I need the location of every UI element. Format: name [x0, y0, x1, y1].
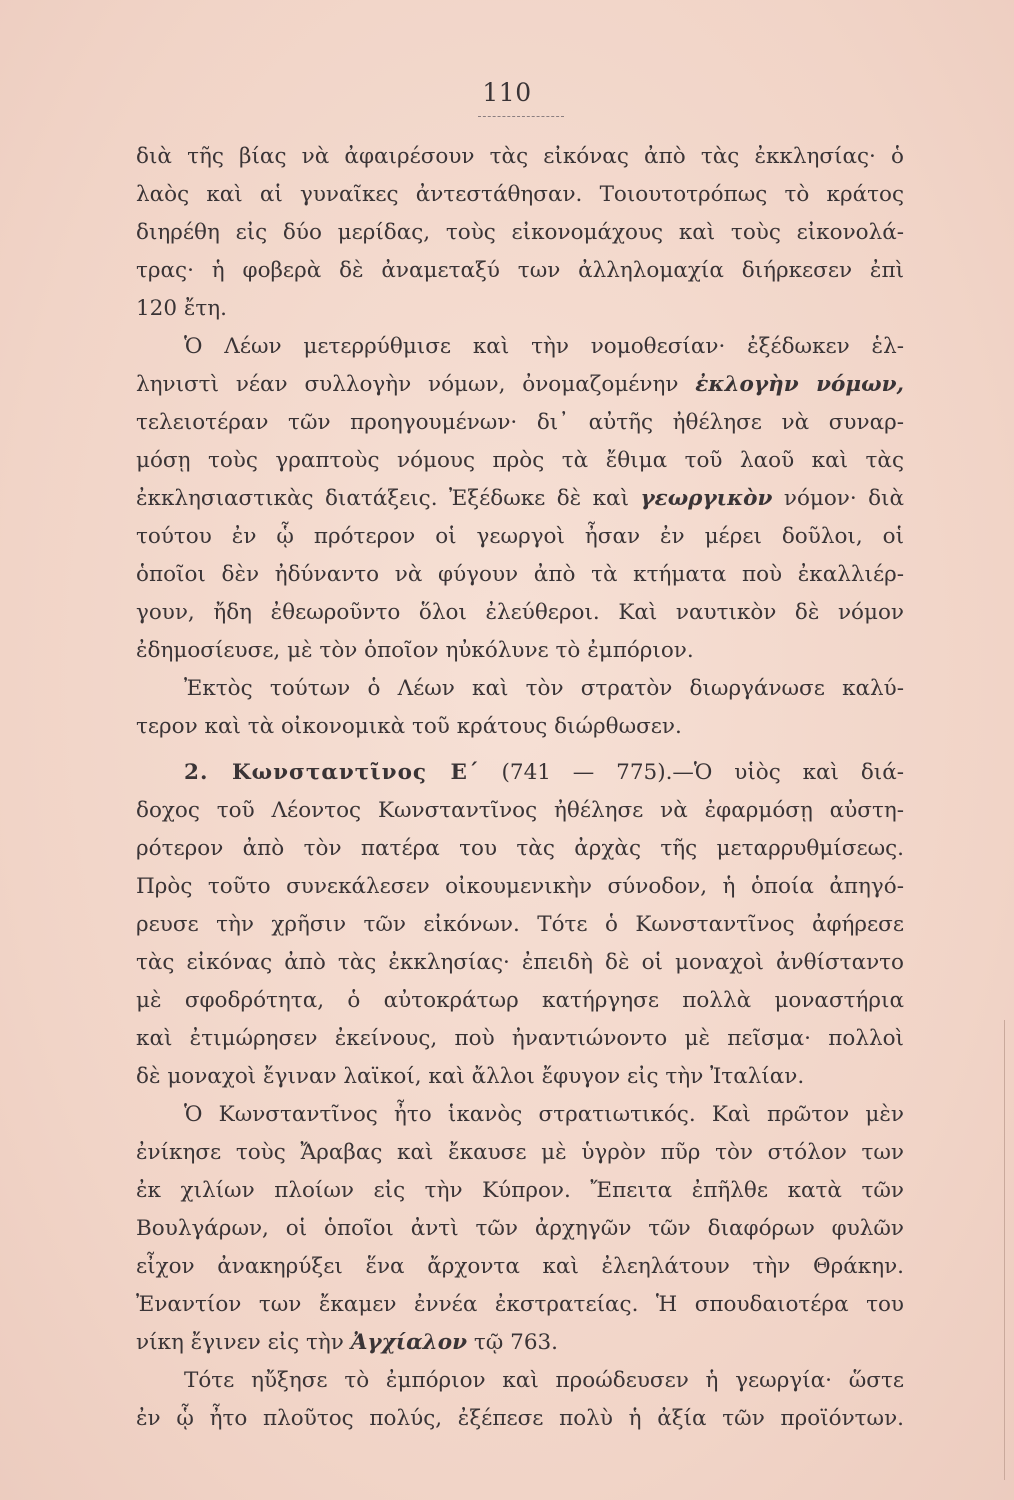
text-line: τρας· ἡ φοβερὰ δὲ ἀναμεταξύ των ἀλληλομαχία διήρκεσεν ἐπὶ: [136, 258, 904, 283]
text-line: ὁποῖοι δὲν ἠδύναντο νὰ φύγουν ἀπὸ τὰ κτήματα ποὺ ἐκαλλιέρ-: [136, 562, 904, 587]
text-line: [136, 366, 904, 404]
text-line: Βουλγάρων, οἱ ὁποῖοι ἀντὶ τῶν ἀρχηγῶν τῶν διαφόρων φυλῶν: [136, 1216, 904, 1241]
emphasis-term: ἐκλογὴν νόμων,: [695, 372, 904, 397]
text-fragment: ἐκκλησιαστικὰς διατάξεις. Ἐξέδωκε δὲ καὶ: [136, 486, 630, 511]
text-line: μόσῃ τοὺς γραπτοὺς νόμους πρὸς τὰ ἔθιμα τοῦ λαοῦ καὶ τὰς: [136, 448, 904, 473]
emphasis-term: Ἀγχίαλον: [350, 1330, 468, 1355]
text-line: Τότε ηὔξησε τὸ ἐμπόριον καὶ προώδευσεν ἡ γεωργία· ὥστε: [184, 1368, 904, 1393]
text-line: Ὁ Κωνσταντῖνος ἦτο ἱκανὸς στρατιωτικός. Καὶ πρῶτον μὲν: [184, 1102, 904, 1127]
text-line: δοχος τοῦ Λέοντος Κωνσταντῖνος ἠθέλησε νὰ ἐφαρμόσῃ αὐστη-: [136, 798, 904, 823]
text-line: ἐκ χιλίων πλοίων εἰς τὴν Κύπρον. Ἔπειτα ἐπῆλθε κατὰ τῶν: [136, 1178, 904, 1203]
text-line: δὲ μοναχοὶ ἔγιναν λαϊκοί, καὶ ἄλλοι ἔφυγον εἰς τὴν Ἰταλίαν.: [136, 1064, 805, 1089]
page-number: 110: [482, 78, 532, 107]
text-line: Ἐκτὸς τούτων ὁ Λέων καὶ τὸν στρατὸν διωργάνωσε καλύ-: [184, 676, 904, 701]
text-line: ρευσε τὴν χρῆσιν τῶν εἰκόνων. Τότε ὁ Κωνσταντῖνος ἀφήρεσε: [136, 912, 904, 937]
text-line: γουν, ἤδη ἐθεωροῦντο ὅλοι ἐλεύθεροι. Καὶ ναυτικὸν δὲ νόμον: [136, 600, 904, 625]
text-line: εἶχον ἀνακηρύξει ἕνα ἄρχοντα καὶ ἐλεηλάτουν τὴν Θράκην.: [136, 1254, 904, 1279]
text-line: 120 ἔτη.: [136, 296, 228, 321]
text-fragment: ληνιστὶ νέαν συλλογὴν νόμων, ὀνομαζομένην: [136, 372, 679, 397]
text-line: Ἐναντίον των ἔκαμεν ἐννέα ἐκστρατείας. Ἡ σπουδαιοτέρα του: [136, 1292, 904, 1317]
text-line: διηρέθη εἰς δύο μερίδας, τοὺς εἰκονομάχους καὶ τοὺς εἰκονολά-: [136, 220, 904, 245]
text-fragment: (741 — 775).—Ὁ υἱὸς καὶ διά-: [501, 760, 904, 785]
section-heading: 2. Κωνσταντῖνος Ε΄: [184, 760, 480, 785]
text-fragment: τῷ 763.: [473, 1330, 559, 1355]
text-line: ἐν ᾧ ἦτο πλοῦτος πολύς, ἐξέπεσε πολὺ ἡ ἀξία τῶν προϊόντων.: [136, 1406, 904, 1431]
text-line: τελειοτέραν τῶν προηγουμένων· δι᾽ αὐτῆς ἠθέλησε νὰ συναρ-: [136, 410, 904, 435]
text-line: τὰς εἰκόνας ἀπὸ τὰς ἐκκλησίας· ἐπειδὴ δὲ οἱ μοναχοὶ ἀνθίσταντο: [136, 950, 904, 975]
text-line: Ὁ Λέων μετερρύθμισε καὶ τὴν νομοθεσίαν· ἐξέδωκεν ἑλ-: [184, 334, 904, 359]
text-line: ἐνίκησε τοὺς Ἄραβας καὶ ἔκαυσε μὲ ὑγρὸν πῦρ τὸν στόλον των: [136, 1140, 904, 1165]
text-line: Πρὸς τοῦτο συνεκάλεσεν οἰκουμενικὴν σύνοδον, ἡ ὁποία ἀπηγό-: [136, 874, 904, 899]
text-fragment: νίκη ἔγινεν εἰς τὴν: [136, 1330, 344, 1355]
emphasis-term: γεωργικὸν: [640, 486, 773, 511]
text-line: [136, 754, 904, 792]
text-line: [136, 480, 904, 518]
text-line: τερον καὶ τὰ οἰκονομικὰ τοῦ κράτους διώρθωσεν.: [136, 714, 682, 739]
text-line: λαὸς καὶ αἱ γυναῖκες ἀντεστάθησαν. Τοιουτοτρόπως τὸ κράτος: [136, 182, 904, 207]
text-line: ρότερον ἀπὸ τὸν πατέρα του τὰς ἀρχὰς τῆς μεταρρυθμίσεως.: [136, 836, 904, 861]
page-edge: [1004, 1020, 1008, 1480]
text-line: καὶ ἐτιμώρησεν ἐκείνους, ποὺ ἠναντιώνοντο μὲ πεῖσμα· πολλοὶ: [136, 1026, 904, 1051]
text-line: τούτου ἐν ᾧ πρότερον οἱ γεωργοὶ ἦσαν ἐν μέρει δοῦλοι, οἱ: [136, 524, 904, 549]
text-line: ἐδημοσίευσε, μὲ τὸν ὁποῖον ηὐκόλυνε τὸ ἐμπόριον.: [136, 638, 694, 663]
text-fragment: νόμον· διὰ: [783, 486, 905, 511]
text-line: μὲ σφοδρότητα, ὁ αὐτοκράτωρ κατήργησε πολλὰ μοναστήρια: [136, 988, 904, 1013]
text-line: [136, 1324, 904, 1362]
body-text: [136, 138, 904, 1438]
text-line: διὰ τῆς βίας νὰ ἀφαιρέσουν τὰς εἰκόνας ἀπὸ τὰς ἐκκλησίας· ὁ: [136, 144, 904, 169]
page-number-rule: [478, 116, 564, 117]
